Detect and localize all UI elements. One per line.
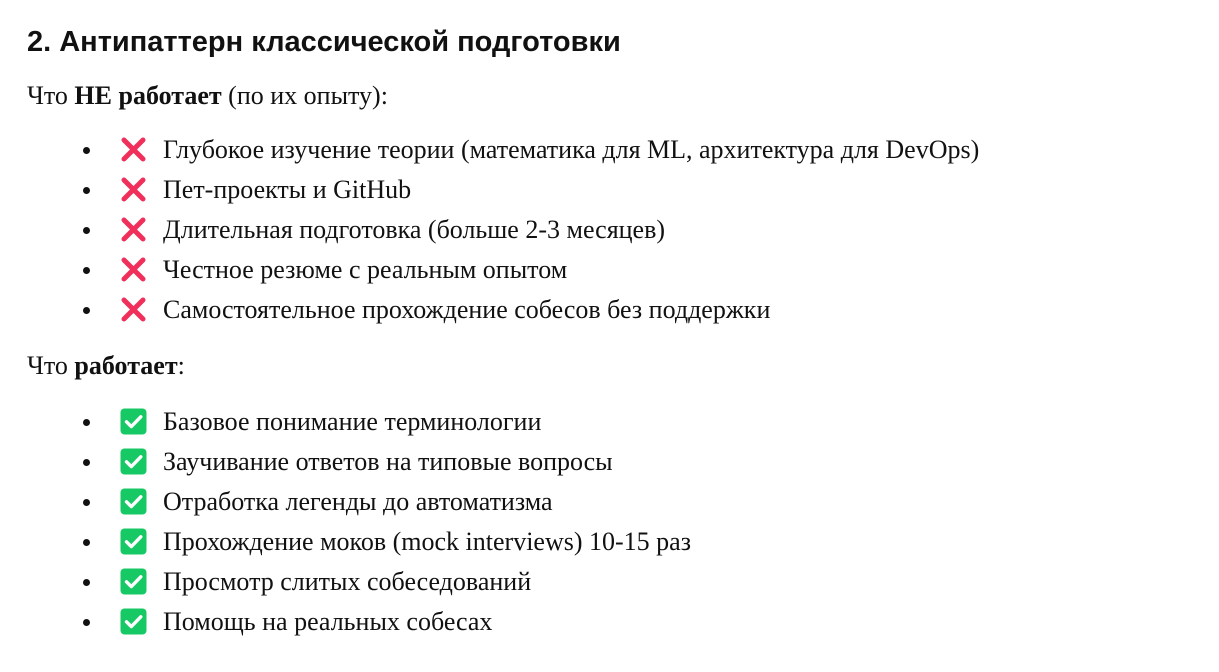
bullet-dot bbox=[83, 147, 90, 154]
not-working-emphasis: НЕ работает bbox=[74, 81, 222, 110]
bullet-dot bbox=[83, 619, 90, 626]
check-mark-icon bbox=[120, 568, 147, 595]
list-item-text: Глубокое изучение теории (математика для ML, архитектура для DevOps) bbox=[163, 135, 980, 164]
bullet-dot bbox=[83, 499, 90, 506]
not-working-intro bbox=[27, 80, 388, 112]
check-mark-icon bbox=[120, 608, 147, 635]
section-heading: 2. Антипаттерн классической подготовки bbox=[27, 26, 621, 58]
bullet-dot bbox=[83, 419, 90, 426]
cross-mark-icon bbox=[120, 296, 147, 323]
list-item-text: Помощь на реальных собесах bbox=[163, 607, 493, 636]
list-item-text: Пет-проекты и GitHub bbox=[163, 175, 412, 204]
list-item-text: Самостоятельное прохождение собесов без поддержки bbox=[163, 295, 771, 324]
cross-mark-icon bbox=[120, 216, 147, 243]
check-mark-icon bbox=[120, 488, 147, 515]
bullet-dot bbox=[83, 227, 90, 234]
bullet-dot bbox=[83, 187, 90, 194]
list-item-text: Просмотр слитых собеседований bbox=[163, 567, 532, 596]
check-mark-icon bbox=[120, 448, 147, 475]
list-item-text: Честное резюме с реальным опытом bbox=[163, 255, 568, 284]
list-item-text: Прохождение моков (mock interviews) 10-15 раз bbox=[163, 527, 691, 556]
bullet-dot bbox=[83, 579, 90, 586]
cross-mark-icon bbox=[120, 136, 147, 163]
check-mark-icon bbox=[120, 408, 147, 435]
check-mark-icon bbox=[120, 528, 147, 555]
list-item-text: Длительная подготовка (больше 2-3 месяцев) bbox=[163, 215, 666, 244]
bullet-dot bbox=[83, 307, 90, 314]
not-working-suffix: (по их опыту): bbox=[221, 81, 388, 110]
list-item-text: Отработка легенды до автоматизма bbox=[163, 487, 553, 516]
working-suffix: : bbox=[177, 351, 185, 380]
cross-mark-icon bbox=[120, 256, 147, 283]
working-emphasis: работает bbox=[74, 351, 178, 380]
bullet-dot bbox=[83, 539, 90, 546]
not-working-prefix: Что bbox=[27, 81, 75, 110]
working-prefix: Что bbox=[27, 351, 75, 380]
bullet-dot bbox=[83, 267, 90, 274]
working-intro bbox=[27, 350, 185, 382]
list-item-text: Заучивание ответов на типовые вопросы bbox=[163, 447, 613, 476]
bullet-dot bbox=[83, 459, 90, 466]
list-item-text: Базовое понимание терминологии bbox=[163, 407, 542, 436]
cross-mark-icon bbox=[120, 176, 147, 203]
